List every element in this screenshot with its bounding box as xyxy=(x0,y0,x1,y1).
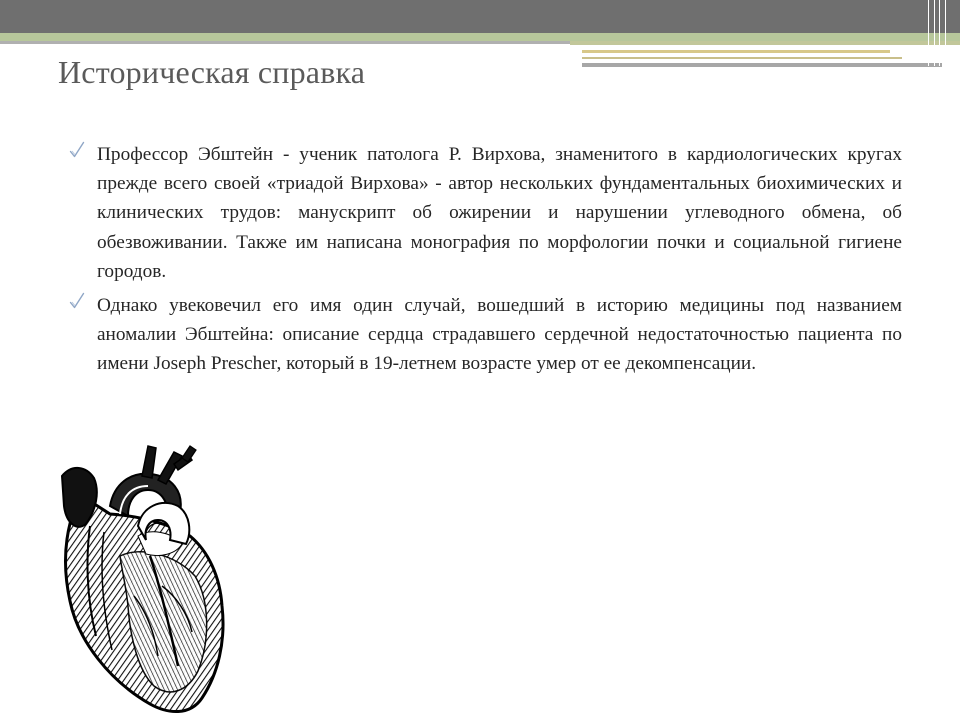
bullet-list xyxy=(66,140,902,384)
header-stripe-gold xyxy=(582,50,890,53)
header-stripe-olive xyxy=(570,41,960,45)
bullet-text: Однако увековечил его имя один случай, вошедший в историю медицины под названием аномалии Эбштейна: описание сердца страдавшего сердечной недостаточностью пациента по имени Joseph Prescher, который в 19-летнем возрасте умер от ее декомпенсации. xyxy=(97,295,902,375)
header-bar xyxy=(0,0,960,33)
bullet-text: Профессор Эбштейн - ученик патолога Р. Вирхова, знаменитого в кардиологических кругах прежде всего своей «триадой Вирхова» - автор нескольких фундаментальных биохимических и клинических трудов: манускрипт об ожирении и нарушении углеводного обмена, об обезвоживании. Также им написана монография по морфологии почки и социальной гигиене городов. xyxy=(97,144,902,282)
heart-illustration xyxy=(50,436,250,720)
check-icon xyxy=(69,141,85,159)
header-stripe-gold-thin xyxy=(582,57,902,59)
bullet-item xyxy=(66,291,902,379)
header-stripe-grey-lower xyxy=(582,63,942,67)
check-icon xyxy=(69,292,85,310)
header-stripe-green xyxy=(0,33,960,41)
header-stripe-grey xyxy=(0,41,570,44)
bullet-item xyxy=(66,140,902,286)
slide-title: Историческая справка xyxy=(58,54,366,90)
header-corner-lines xyxy=(928,0,946,66)
